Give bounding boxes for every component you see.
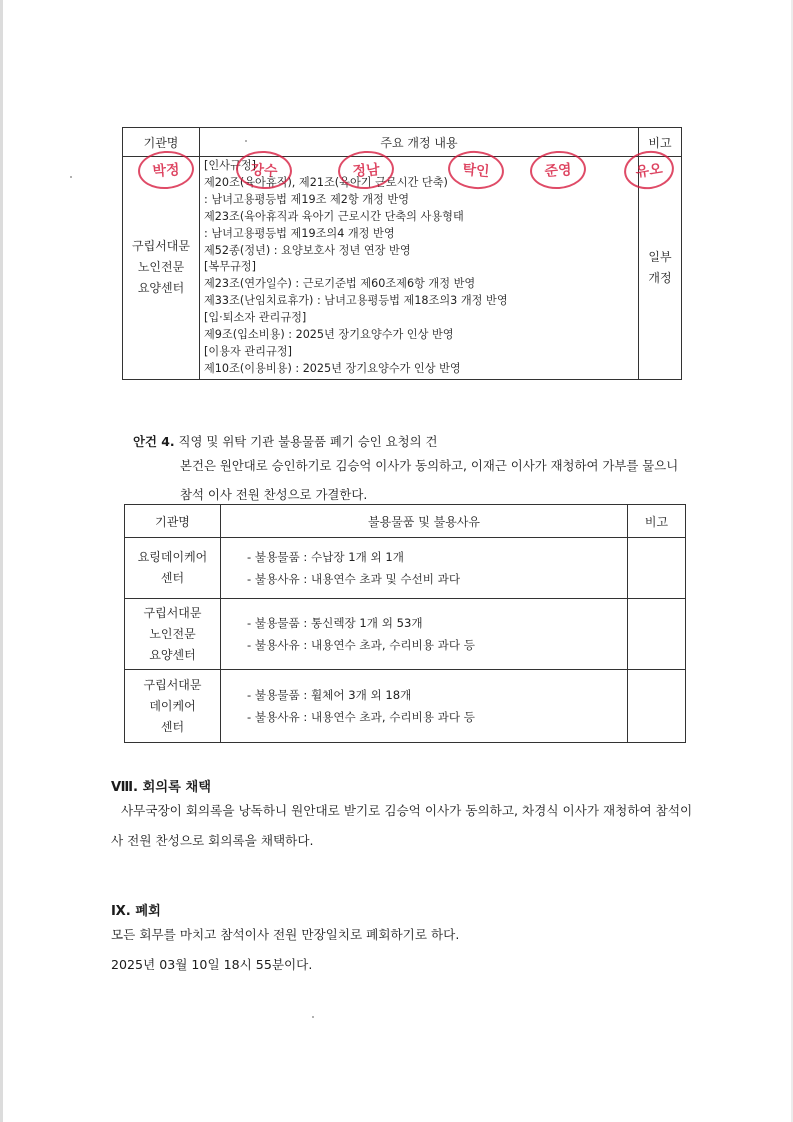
content-line: 제9조(입소비용) : 2025년 장기요양수가 인상 반영: [204, 328, 454, 342]
header-org: 기관명: [123, 128, 200, 157]
seal-stamp: 정남: [337, 149, 396, 191]
org-line: 센터: [160, 571, 185, 585]
items-cell: [221, 670, 628, 743]
items-cell: [221, 599, 628, 670]
agenda-body: 본건은 원안대로 승인하기로 김승억 이사가 동의하고, 이재근 이사가 재청하여 가부를 물으니 참석 이사 전원 찬성으로 가결한다.: [180, 458, 679, 502]
content-cell: [200, 157, 639, 380]
org-line: 센터: [160, 719, 185, 734]
org-line: 데이케어: [149, 698, 196, 713]
table-row: [125, 599, 686, 670]
content-line: [이용자 관리규정]: [204, 344, 292, 358]
org-cell: [125, 599, 221, 670]
section-heading-minutes: Ⅷ. 회의록 채택: [111, 780, 211, 795]
disposal-reason: - 불용사유 : 내용연수 초과, 수리비용 과다 등: [247, 710, 475, 724]
content-line: 제23조(육아휴직과 육아기 근로시간 단축의 사용형태: [204, 209, 464, 223]
closing-datetime: 2025년 03월 10일 18시 55분이다.: [111, 957, 313, 972]
org-cell: [123, 157, 200, 380]
org-line: 노인전문: [149, 626, 196, 641]
amendment-table-row: [123, 157, 682, 380]
content-line: [인사규정]: [204, 159, 256, 172]
remark-cell: [628, 538, 686, 599]
remark-cell: [639, 157, 682, 380]
content-line: 제33조(난임치료휴가) : 남녀고용평등법 제18조의3 개정 반영: [204, 294, 508, 308]
disposal-table-header: [125, 505, 686, 538]
org-line: 구립서대문: [132, 239, 190, 254]
content-line: : 남녀고용평등법 제19조의4 개정 반영: [204, 226, 395, 240]
org-cell: [125, 538, 221, 599]
header-remark: 비고: [628, 505, 686, 538]
disposal-item: - 불용물품 : 통신렉장 1개 외 53개: [247, 616, 423, 630]
org-line: 요양센터: [137, 281, 185, 296]
section-body-minutes: 사무국장이 회의록을 낭독하니 원안대로 받기로 김승억 이사가 동의하고, 차경식 이사가 재청하여 참석이사 전원 찬성으로 회의록을 채택하다.: [111, 803, 693, 848]
scan-speck: [245, 140, 247, 142]
disposal-item: - 불용물품 : 수납장 1개 외 1개: [247, 550, 404, 564]
org-line: 요양센터: [149, 647, 196, 662]
header-items: 불용물품 및 불용사유: [221, 505, 628, 538]
org-cell: [125, 670, 221, 743]
remark-cell: [628, 599, 686, 670]
seal-stamp: 유오: [622, 148, 677, 193]
header-remark: 비고: [639, 128, 682, 157]
agenda-title: [133, 432, 437, 450]
section-heading-closing: Ⅸ. 폐회: [111, 904, 161, 919]
org-line: 구립서대문: [143, 605, 202, 620]
content-line: 제10조(이용비용) : 2025년 장기요양수가 인상 반영: [204, 361, 461, 375]
disposal-reason: - 불용사유 : 내용연수 초과 및 수선비 과다: [247, 572, 461, 586]
page-left-edge: [0, 0, 3, 1122]
closing-line: 모든 회무를 마치고 참석이사 전원 만장일치로 폐회하기로 하다.: [111, 927, 460, 942]
header-org: 기관명: [125, 505, 221, 538]
remark-cell: [628, 670, 686, 743]
section-body-closing: [111, 920, 696, 980]
seal-stamp: 강수: [235, 150, 293, 191]
amendment-table-header: [123, 128, 682, 157]
remark-line: 일부: [648, 249, 672, 264]
org-line: 노인전문: [137, 260, 185, 275]
org-line: 요링데이케어: [137, 550, 208, 564]
content-line: [복무규정]: [204, 260, 256, 274]
header-content: 주요 개정 내용: [200, 128, 639, 157]
remark-line: 개정: [648, 270, 672, 285]
seal-stamp: 박정: [137, 149, 196, 191]
agenda-title-text: 직영 및 위탁 기관 불용물품 폐기 승인 요청의 건: [178, 434, 438, 449]
seal-stamp: 탁인: [446, 149, 505, 192]
agenda-number: 안건 4.: [133, 434, 175, 449]
scan-speck: [70, 176, 72, 178]
content-line: 제20조(육아휴직), 제21조(육아기 근로시간 단축): [204, 175, 448, 189]
table-row: [125, 538, 686, 599]
disposal-reason: - 불용사유 : 내용연수 초과, 수리비용 과다 등: [247, 638, 475, 652]
seal-stamp: 준영: [529, 149, 588, 191]
disposal-item: - 불용물품 : 휠체어 3개 외 18개: [247, 688, 412, 702]
content-line: 제23조(연가일수) : 근로기준법 제60조제6항 개정 반영: [204, 277, 476, 291]
amendment-table: [122, 127, 682, 380]
content-line: 제52종(정년) : 요양보호사 정년 연장 반영: [204, 243, 411, 257]
table-row: [125, 670, 686, 743]
content-line: [입·퇴소자 관리규정]: [204, 311, 307, 325]
items-cell: [221, 538, 628, 599]
scan-speck: [312, 1016, 314, 1018]
org-line: 구립서대문: [143, 677, 202, 692]
content-line: : 남녀고용평등법 제19조 제2항 개정 반영: [204, 192, 410, 206]
disposal-table: [124, 504, 686, 743]
